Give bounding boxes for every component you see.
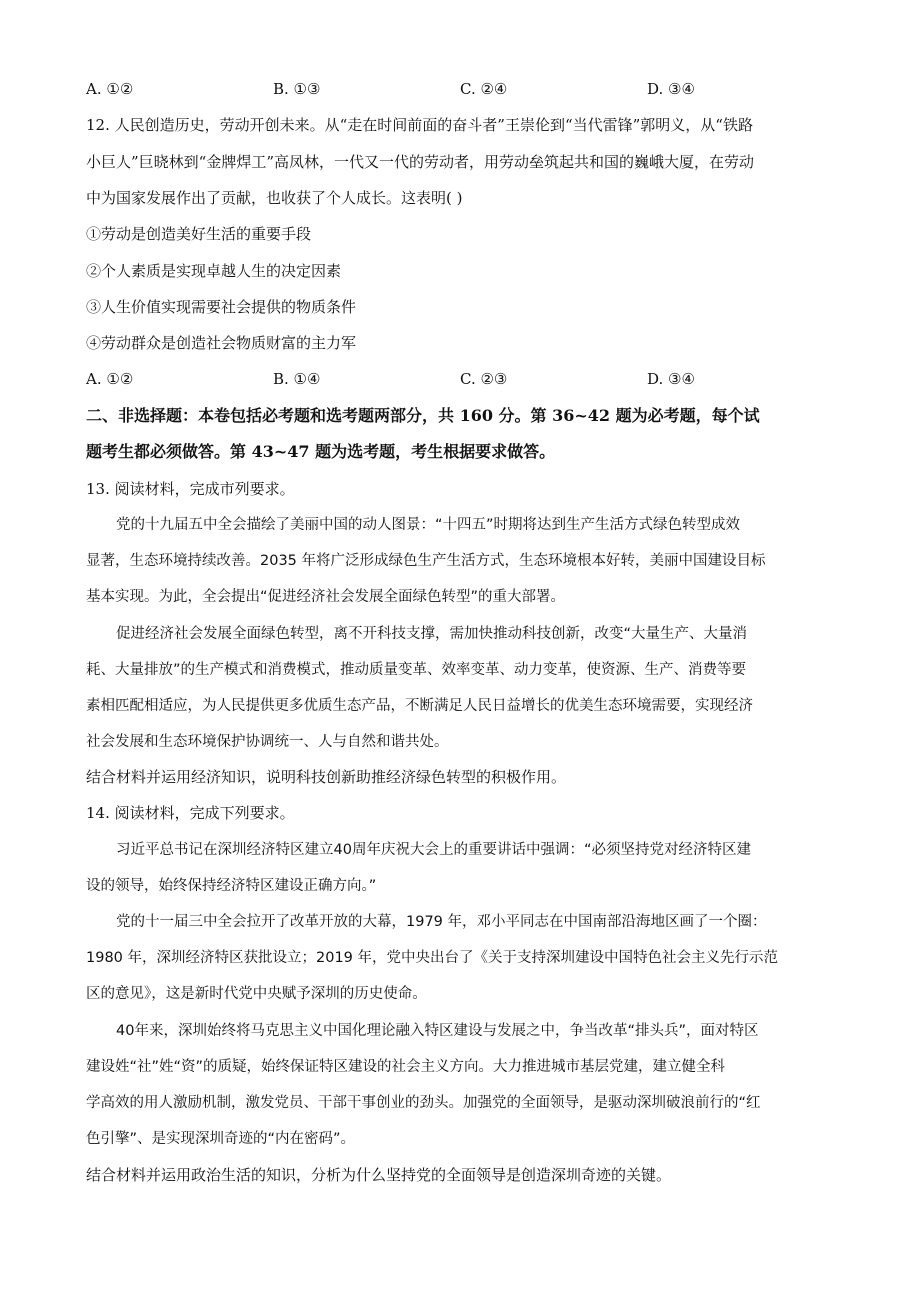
- q12-statement-2: ②个人素质是实现卓越人生的决定因素: [86, 262, 342, 280]
- q12-option-c[interactable]: C. ②③: [460, 370, 508, 388]
- q12-statement-1: ①劳动是创造美好生活的重要手段: [86, 225, 312, 243]
- q13-material-line: 促进经济社会发展全面绿色转型，离不开科技支撑，需加快推动科技创新，改变“大量生产、大量消: [116, 626, 748, 642]
- q12-stem-line: 小巨人”巨晓林到“金牌焊工”高凤林，一代又一代的劳动者，用劳动垒筑起共和国的巍峨大厦，在劳动: [86, 153, 755, 171]
- q14-material-line: 学高效的用人激励机制，激发党员、干部干事创业的劲头。加强党的全面领导，是驱动深圳破浪前行的“红: [86, 1095, 761, 1111]
- q12-options: [86, 369, 834, 389]
- q11-option-b[interactable]: B. ①③: [273, 80, 321, 98]
- q12-stem-line: 中为国家发展作出了贡献，也收获了个人成长。这表明( ): [86, 189, 463, 207]
- q14-material-line: 1980 年，深圳经济特区获批设立；2019 年，党中央出台了《关于支持深圳建设中国特色社会主义先行示范: [86, 950, 779, 966]
- q14-material-line: 区的意见》，这是新时代党中央赋予深圳的历史使命。: [86, 986, 427, 1002]
- q13-material-line: 显著，生态环境持续改善。2035 年将广泛形成绿色生产生活方式，生态环境根本好转，美丽中国建设目标: [86, 553, 766, 569]
- q13-material-line: 党的十九届五中全会描绘了美丽中国的动人图景：“十四五”时期将达到生产生活方式绿色转型成效: [116, 517, 741, 533]
- q14-title: 14. 阅读材料，完成下列要求。: [86, 804, 295, 822]
- q13-material-line: 基本实现。为此，全会提出“促进经济社会发展全面绿色转型”的重大部署。: [86, 589, 566, 605]
- q14-question: 结合材料并运用政治生活的知识，分析为什么坚持党的全面领导是创造深圳奇迹的关键。: [86, 1166, 672, 1184]
- q11-option-c[interactable]: C. ②④: [460, 80, 508, 98]
- section2-heading-line: 二、非选择题：本卷包括必考题和选考题两部分，共 160 分。第 36~42 题为必考题，每个试: [86, 406, 760, 425]
- q14-material-line: 党的十一届三中全会拉开了改革开放的大幕，1979 年，邓小平同志在中国南部沿海地区画了一个圈：: [116, 914, 767, 930]
- q11-option-a[interactable]: A. ①②: [86, 80, 134, 98]
- q12-option-d[interactable]: D. ③④: [647, 370, 695, 388]
- q14-material-line: 建设姓“社”姓“资”的质疑，始终保证特区建设的社会主义方向。大力推进城市基层党建，建立健全科: [86, 1059, 726, 1075]
- q13-material-line: 耗、大量排放”的生产模式和消费模式，推动质量变革、效率变革、动力变革，使资源、生产、消费等要: [86, 662, 747, 678]
- q14-material-line: 设的领导，始终保持经济特区建设正确方向。”: [86, 878, 377, 894]
- q14-material-line: 习近平总书记在深圳经济特区建立40周年庆祝大会上的重要讲话中强调：“必须坚持党对经济特区建: [116, 842, 751, 858]
- q14-material-line: 色引擎”、是实现深圳奇迹的“内在密码”。: [86, 1131, 356, 1147]
- q12-statement-3: ③人生价值实现需要社会提供的物质条件: [86, 298, 357, 316]
- q13-question: 结合材料并运用经济知识，说明科技创新助推经济绿色转型的积极作用。: [86, 768, 567, 786]
- q12-option-a[interactable]: A. ①②: [86, 370, 134, 388]
- q14-material-line: 40年来，深圳始终将马克思主义中国化理论融入特区建设与发展之中，争当改革“排头兵”，面对特区: [116, 1023, 759, 1039]
- section2-heading-line: 题考生都必须做答。第 43~47 题为选考题，考生根据要求做答。: [86, 442, 556, 461]
- q12-option-b[interactable]: B. ①④: [273, 370, 321, 388]
- q11-option-d[interactable]: D. ③④: [647, 80, 695, 98]
- q13-material-line: 素相匹配相适应，为人民提供更多优质生态产品，不断满足人民日益增长的优美生态环境需要，实现经济: [86, 698, 753, 714]
- q13-title: 13. 阅读材料，完成市列要求。: [86, 480, 295, 498]
- q11-options: [86, 79, 834, 99]
- q12-stem-line: 12. 人民创造历史，劳动开创未来。从“走在时间前面的奋斗者”王崇伦到“当代雷锋”郭明义，从“铁路: [86, 116, 753, 134]
- q12-statement-4: ④劳动群众是创造社会物质财富的主力军: [86, 334, 357, 352]
- q13-material-line: 社会发展和生态环境保护协调统一、人与自然和谐共处。: [86, 734, 449, 750]
